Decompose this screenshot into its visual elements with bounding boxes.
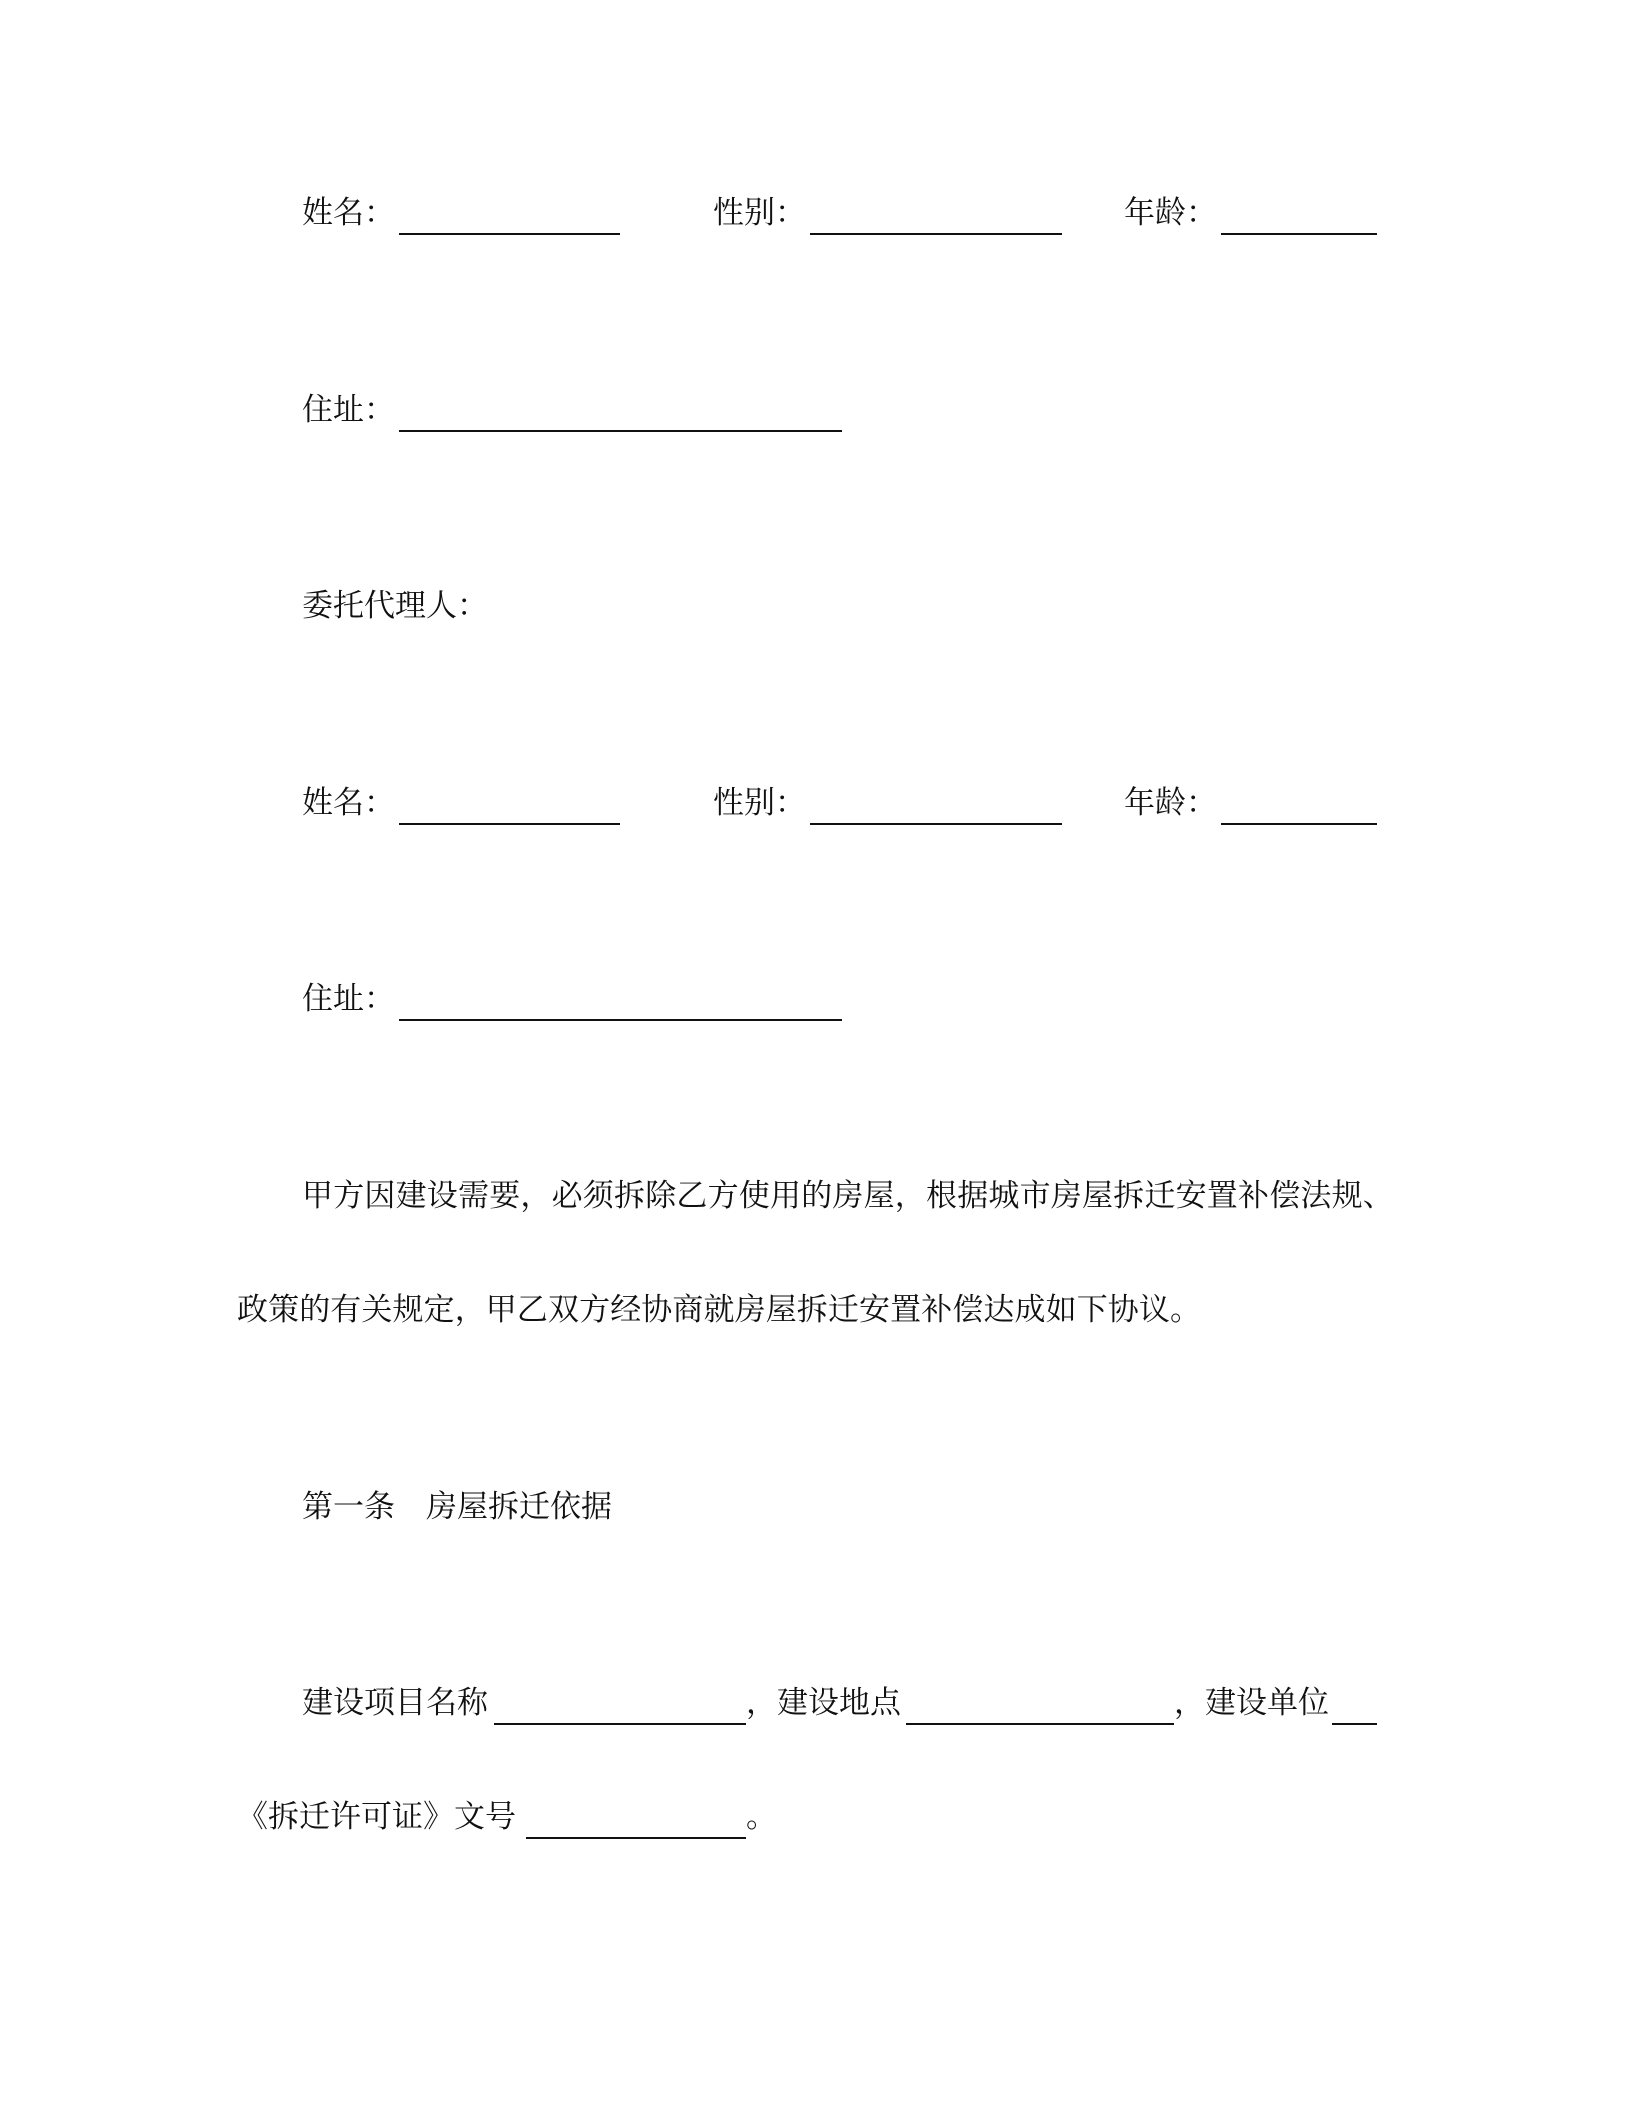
agent-gender-label: 性别： bbox=[713, 785, 806, 821]
name-label: 姓名： bbox=[302, 195, 395, 231]
article-1-heading: 第一条 房屋拆迁依据 bbox=[302, 1489, 612, 1525]
agent-name-blank[interactable] bbox=[399, 823, 620, 825]
location-blank[interactable] bbox=[906, 1723, 1174, 1725]
agent-age-label: 年龄： bbox=[1124, 785, 1217, 821]
agent-address-blank[interactable] bbox=[399, 1019, 842, 1021]
builder-label: ，建设单位 bbox=[1174, 1685, 1329, 1721]
permit-label: 《拆迁许可证》文号 bbox=[237, 1799, 516, 1835]
preamble-line-1: 甲方因建设需要，必须拆除乙方使用的房屋，根据城市房屋拆迁安置补偿法规、 bbox=[302, 1178, 1394, 1214]
preamble-line-2: 政策的有关规定，甲乙双方经协商就房屋拆迁安置补偿达成如下协议。 bbox=[237, 1292, 1202, 1328]
address-label: 住址： bbox=[302, 392, 395, 428]
name-blank[interactable] bbox=[399, 233, 620, 235]
permit-number-blank[interactable] bbox=[526, 1837, 746, 1839]
address-blank[interactable] bbox=[399, 430, 842, 432]
age-label: 年龄： bbox=[1124, 195, 1217, 231]
location-label: ，建设地点 bbox=[746, 1685, 901, 1721]
agent-address-label: 住址： bbox=[302, 981, 395, 1017]
project-name-label: 建设项目名称 bbox=[302, 1685, 488, 1721]
agent-heading: 委托代理人： bbox=[302, 588, 488, 624]
agent-gender-blank[interactable] bbox=[810, 823, 1062, 825]
permit-period: 。 bbox=[746, 1799, 777, 1835]
project-name-blank[interactable] bbox=[494, 1723, 746, 1725]
age-blank[interactable] bbox=[1221, 233, 1377, 235]
gender-label: 性别： bbox=[713, 195, 806, 231]
agent-name-label: 姓名： bbox=[302, 785, 395, 821]
gender-blank[interactable] bbox=[810, 233, 1062, 235]
agent-age-blank[interactable] bbox=[1221, 823, 1377, 825]
builder-blank[interactable] bbox=[1332, 1723, 1377, 1725]
